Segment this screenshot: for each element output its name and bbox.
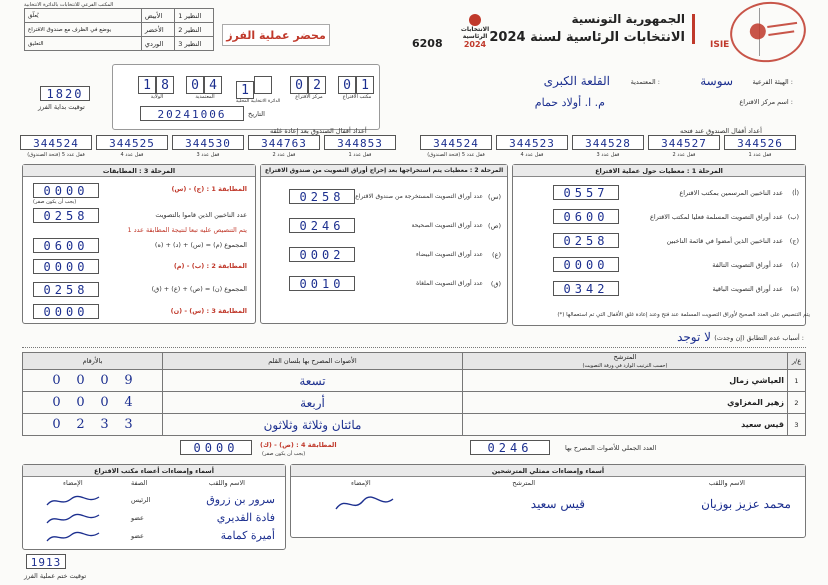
copy-red: النظير 3 [175, 37, 214, 51]
result-digit: 3 [124, 417, 133, 432]
match4-label: المطابقة 4 : (ص) - (ك) [260, 441, 337, 449]
delegation-label: المعتمدية : [630, 78, 660, 86]
copy-legend [24, 8, 214, 51]
match4-note: (يجب أن يكون صفر) [262, 451, 306, 457]
result-digit: 0 [76, 373, 85, 388]
delegation-value: القلعة الكبرى [543, 74, 610, 88]
center-value: م. ا. أولاد حمام [534, 96, 605, 109]
code-group-bureau [338, 76, 376, 100]
end-time-label: توقيت ختم عملية الفرز [24, 572, 87, 580]
locks-before-label: أعداد أقفال الصندوق عند فتحه [680, 127, 762, 135]
stage2-label: عدد أوراق التصويت الصحيحة [411, 222, 483, 229]
lock-before-label: قفل عدد 2 [672, 152, 696, 158]
result-digit: 4 [124, 395, 133, 410]
stage1-label: عدد الناخبين المرسمين بمكتب الاقتراع [679, 189, 783, 197]
stage1-section [512, 164, 806, 326]
match4-value: 0000 [180, 440, 252, 455]
lock-before-value: 344528 [572, 135, 644, 150]
stage2-value: 0246 [289, 218, 355, 233]
code-digit: 4 [204, 76, 222, 94]
sum-n-label: المجموع (ن) = (ص) + (ع) + (ق) [151, 285, 247, 293]
code-group-circumscription [236, 76, 281, 104]
code-group-delegation [186, 76, 224, 100]
stage1-key: (ج) [789, 237, 799, 245]
start-time-label: توقيت بداية الفرز [38, 103, 85, 111]
rep-candidate: قيس سعيد [530, 497, 585, 511]
stage2-label: عدد أوراق التصويت البيضاء [415, 251, 483, 258]
lock-before-label: قفل عدد 1 [748, 152, 772, 158]
stage1-key: (أ) [792, 189, 799, 197]
results-table [22, 352, 806, 436]
copy-white-color: الأبيض [141, 9, 174, 23]
stage1-label: عدد أوراق التصويت الباقية [712, 285, 783, 293]
result-candidate: العياشي زمال [463, 370, 788, 392]
result-words: تسعة [163, 370, 463, 392]
stage1-value: 0000 [553, 257, 619, 272]
regional-value: سوسة [700, 74, 733, 88]
center-label: اسم مركز الاقتراع : [739, 98, 793, 106]
stage1-value: 0600 [553, 209, 619, 224]
stage3-section [22, 164, 256, 324]
location-block [395, 74, 795, 118]
lock-after-label: قفل عدد 4 [120, 152, 144, 158]
code-group-label: الولاية [150, 94, 164, 100]
sum-n-value: 0258 [33, 282, 99, 297]
result-digits [23, 392, 163, 414]
lock-after-value: 344524 [20, 135, 92, 150]
election-logo-text: الانتخابات الرئاسية [460, 26, 490, 40]
reps-col-sig: الإمضاء [351, 479, 371, 487]
code-group-label: المعتمدية [195, 94, 215, 100]
code-digit: 0 [338, 76, 356, 94]
code-digit: 0 [290, 76, 308, 94]
stage2-title: المرحلة 2 : معطيات يتم استخراجها بعد إخراج أوراق التصويت من صندوق الاقتراع [261, 165, 507, 177]
lock-after-value: 344525 [96, 135, 168, 150]
results-row [23, 392, 806, 414]
lock-after-label: قفل عدد 5 (فتحة الصندوق) [27, 152, 85, 158]
result-num: 2 [788, 392, 806, 414]
result-digit: 0 [76, 395, 85, 410]
locks-after-label: أعداد أقفال الصندوق بعد إعادة غلقه [270, 127, 367, 135]
lock-before-value: 344524 [420, 135, 492, 150]
reps-col-name: الاسم واللقب [708, 479, 745, 487]
form-title: محضر عملية الفرز [222, 24, 330, 46]
results-row [23, 414, 806, 436]
lock-after-value: 344763 [248, 135, 320, 150]
stage2-value: 0010 [289, 276, 355, 291]
mismatch-value: لا توجد [677, 330, 711, 344]
officials-col-sig: الإمضاء [63, 479, 83, 487]
stage3-title: المرحلة 3 : المطابقات [23, 165, 255, 177]
lock-after-label: قفل عدد 3 [196, 152, 220, 158]
result-num: 3 [788, 414, 806, 436]
officials-title: أسماء وإمضاءات أعضاء مكتب الاقتراع [23, 465, 285, 477]
regional-label: الهيئة الفرعية : [752, 78, 793, 86]
voters-label: عدد الناخبين الذين قاموا بالتصويت [155, 211, 247, 219]
lock-before-label: قفل عدد 5 (فتحة الصندوق) [427, 152, 485, 158]
official-signature [43, 493, 103, 509]
stage2-label: عدد أوراق التصويت الملغاة [416, 280, 483, 287]
reps-col-candidate: المترشح [512, 479, 535, 487]
officials-col-name: الاسم واللقب [208, 479, 245, 487]
copy-green: النظير 2 [175, 23, 214, 37]
lock-before-label: قفل عدد 4 [520, 152, 544, 158]
lock-before-value: 344527 [648, 135, 720, 150]
code-group-label: مكتب الاقتراع [342, 94, 372, 100]
result-digits [23, 370, 163, 392]
copy-red-dest: التعليق [25, 37, 142, 51]
stage1-value: 0342 [553, 281, 619, 296]
match1-note: (يجب أن يكون صفر) [33, 199, 77, 205]
result-words: مائتان وثلاثة وثلاثون [163, 414, 463, 436]
code-digit: 8 [156, 76, 174, 94]
col-candidate-label: المترشح [613, 353, 637, 361]
copy-red-color: الوردي [141, 37, 174, 51]
date-label: التاريخ [248, 110, 265, 118]
election-logo-mark [469, 14, 481, 26]
code-group-label: الدائرة الانتخابية المحلية [236, 99, 281, 104]
rep-signature [331, 491, 401, 517]
col-digits: بالأرقام [23, 353, 163, 370]
match3-value: 0000 [33, 304, 99, 319]
result-digit: 0 [52, 395, 61, 410]
stage1-value: 0258 [553, 233, 619, 248]
mismatch-row [22, 330, 806, 348]
official-role: عضو [131, 532, 144, 540]
stage2-value: 0258 [289, 189, 355, 204]
copy-white-dest: يُعلّق [25, 9, 142, 23]
stage2-label: عدد أوراق التصويت المستخرجة من صندوق الاقتراع [355, 193, 483, 200]
result-digit: 0 [100, 395, 109, 410]
results-row [23, 370, 806, 392]
lock-before-value: 344523 [496, 135, 568, 150]
election-logo-year: 2024 [463, 40, 487, 49]
result-digit: 0 [52, 417, 61, 432]
match2-label: المطابقة 2 : (ب) - (م) [173, 262, 247, 270]
stage1-label: عدد أوراق التصويت التالفة [712, 261, 783, 269]
stage2-key: (ص) [488, 222, 501, 230]
copy-white: النظير 1 [175, 9, 214, 23]
result-digit: 9 [124, 373, 133, 388]
voters-value: 0258 [33, 208, 99, 223]
official-signature [43, 511, 103, 527]
code-group-center [290, 76, 328, 100]
result-digit: 3 [100, 417, 109, 432]
total-m-value: 0600 [33, 238, 99, 253]
stage1-title: المرحلة 1 : معطيات حول عملية الاقتراع [513, 165, 805, 177]
code-digit: 1 [138, 76, 156, 94]
stage1-label: عدد أوراق التصويت المسلمة فعليا لمكتب الاقتراع [649, 213, 783, 221]
match3-label: المطابقة 3 : (س) - (ن) [170, 307, 247, 315]
stage2-section [260, 164, 508, 324]
stage1-value: 0557 [553, 185, 619, 200]
tally-note: يتم التنصيص عليه تبعا لنتيجة المطابقة عدد 1 [127, 226, 247, 234]
locks-before-row [420, 135, 804, 165]
election-title: الانتخابات الرئاسية لسنة 2024 [489, 30, 685, 45]
lock-after-value: 344530 [172, 135, 244, 150]
rep-name: محمد عزيز بوزيان [701, 497, 791, 511]
stage1-key: (د) [791, 261, 799, 269]
match1-value: 0000 [33, 183, 99, 198]
stage2-key: (ع) [492, 251, 501, 259]
results-total-label: العدد الجملي للأصوات المصرح بها [565, 444, 657, 452]
total-m-label: المجموع (م) = (س) + (د) + (ه) [154, 241, 247, 249]
date-digits: 20241006 [140, 106, 244, 121]
col-candidate-sub: (حسب الترتيب الوارد في ورقة التصويت) [582, 363, 668, 369]
code-group-governorate [138, 76, 176, 100]
form-number: 6208 [412, 37, 443, 50]
official-name: فادة القديري [216, 511, 275, 524]
code-digit: 2 [308, 76, 326, 94]
result-digit: 0 [100, 373, 109, 388]
result-digits [23, 414, 163, 436]
stage1-note: (*) يتم التنصيص على العدد الصحيح لأوراق التصويت المسلمة عند فتح وعند إعادة غلق الأقفال التي تم استعمالها [557, 312, 810, 318]
copy-green-color: الأخضر [141, 23, 174, 37]
start-time: 1820 [40, 86, 90, 101]
code-digit: 1 [356, 76, 374, 94]
lock-before-label: قفل عدد 3 [596, 152, 620, 158]
lock-after-label: قفل عدد 2 [272, 152, 296, 158]
stage1-key: (ه) [790, 285, 799, 293]
result-words: أربعة [163, 392, 463, 414]
result-num: 1 [788, 370, 806, 392]
lock-before-value: 344526 [724, 135, 796, 150]
result-digit: 0 [52, 373, 61, 388]
code-digit: 1 [236, 81, 254, 99]
stage1-label: عدد الناخبين الذين أمضوا في قائمة الناخبين [666, 237, 783, 245]
official-name: أميرة كمامة [220, 529, 275, 542]
stage1-key: (ب) [787, 213, 799, 221]
lock-after-label: قفل عدد 1 [348, 152, 372, 158]
result-digit: 2 [76, 417, 85, 432]
code-group-label: مركز الاقتراع [295, 94, 323, 100]
result-candidate: زهير المغزاوي [463, 392, 788, 414]
reps-section [290, 464, 806, 538]
official-signature [43, 529, 103, 545]
match1-label: المطابقة 1 : (ج) - (س) [171, 185, 247, 193]
mismatch-label: أسباب عدم التطابق (إن وجدت) : [714, 334, 804, 342]
copy-note: المكتب الفرعي للانتخابات بالدائرة الانتخابية [24, 2, 114, 8]
reps-title: أسماء وإمضاءات ممثلي المترشحين [291, 465, 805, 477]
col-words: الأصوات المصرح بها بلسان القلم [163, 353, 463, 370]
col-num: ع/ر [788, 353, 806, 370]
copy-green-dest: يوضع في الظرف مع صندوق الاقتراع [25, 23, 142, 37]
match2-value: 0000 [33, 259, 99, 274]
stage2-key: (ق) [490, 280, 501, 288]
republic-title: الجمهورية التونسية [571, 12, 685, 26]
official-role: الرئيس [131, 496, 151, 504]
end-time: 1913 [26, 554, 66, 569]
isie-logo-text: ISIE [710, 40, 730, 50]
stage2-value: 0002 [289, 247, 355, 262]
locks-after-row [20, 135, 404, 165]
officials-section [22, 464, 286, 550]
lock-after-value: 344853 [324, 135, 396, 150]
election-logo [452, 14, 498, 48]
officials-col-role: الصفة [131, 479, 148, 487]
code-digit [254, 76, 272, 94]
stage2-key: (س) [487, 193, 501, 201]
code-digit: 0 [186, 76, 204, 94]
official-role: عضو [131, 514, 144, 522]
official-name: سرور بن زروق [206, 493, 275, 506]
col-candidate [463, 353, 788, 370]
results-total-value: 0246 [470, 440, 550, 455]
result-candidate: قيس سعيد [463, 414, 788, 436]
